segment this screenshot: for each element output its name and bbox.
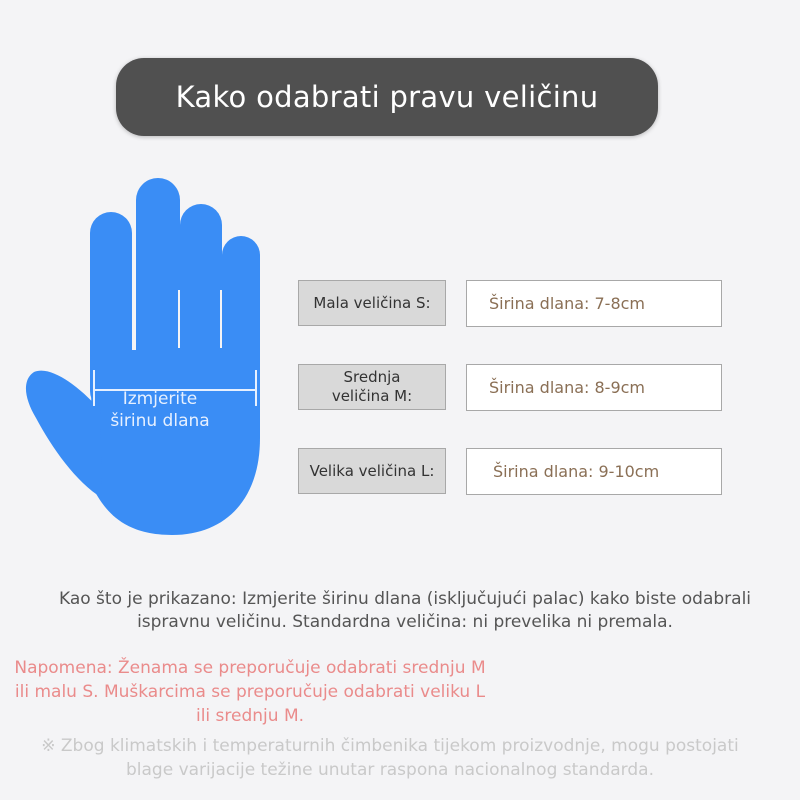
- size-value-text: Širina dlana: 7-8cm: [489, 294, 645, 313]
- hand-icon: [20, 170, 270, 540]
- measure-label-text: Izmjerite širinu dlana: [110, 389, 210, 431]
- measurement-description: Kao što je prikazano: Izmjerite širinu dlana (isključujući palac) kako biste odabrali ispravnu veličinu. Standardna veličina: ni prevelika ni premala.: [58, 589, 752, 632]
- page-title: Kako odabrati pravu veličinu: [175, 80, 599, 114]
- size-label-text: Velika veličina L:: [309, 461, 435, 480]
- hand-illustration: [20, 170, 270, 540]
- size-value-text: Širina dlana: 9-10cm: [493, 462, 660, 481]
- size-label-small: [298, 280, 446, 326]
- size-value-medium: [466, 364, 722, 411]
- size-label-text: Srednja veličina M:: [331, 368, 413, 405]
- size-label-medium: [298, 364, 446, 410]
- size-label-text: Mala veličina S:: [313, 293, 431, 312]
- weight-disclaimer: ※ Zbog klimatskih i temperaturnih čimbenika tijekom proizvodnje, mogu postojati blage varijacije težine unutar raspona nacionalnog standarda.: [41, 736, 739, 780]
- size-value-text: Širina dlana: 8-9cm: [489, 378, 645, 397]
- measure-palm-label: [60, 388, 260, 432]
- size-value-large: [466, 448, 722, 495]
- recommendation-note: Napomena: Ženama se preporučuje odabrati srednju M ili malu S. Muškarcima se preporučuje odabrati veliku L ili srednju M.: [14, 658, 486, 726]
- size-label-large: [298, 448, 446, 494]
- size-value-small: [466, 280, 722, 327]
- title-banner: [116, 58, 658, 136]
